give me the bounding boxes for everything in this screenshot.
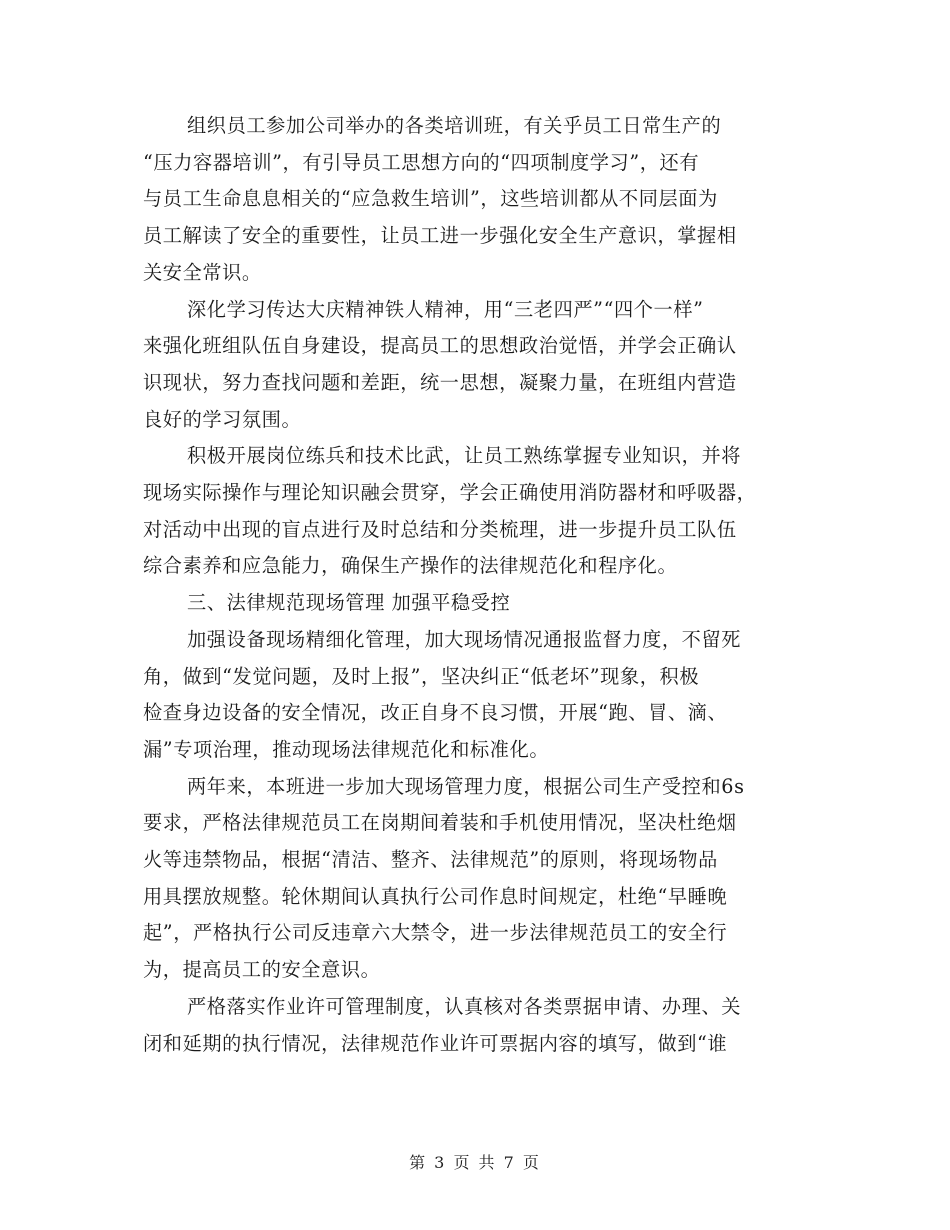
text-line: 用具摆放规整。轮休期间认真执行公司作息时间规定，杜绝“早睡晚 bbox=[143, 884, 728, 908]
text-line: 为，提高员工的安全意识。 bbox=[143, 958, 381, 982]
text-line: 识现状，努力查找问题和差距，统一思想，凝聚力量，在班组内营造 bbox=[143, 370, 737, 394]
text-line: “压力容器培训”，有引导员工思想方向的“四项制度学习”，还有 bbox=[143, 150, 700, 174]
text-line: 良好的学习氛围。 bbox=[143, 407, 302, 431]
paragraph-training bbox=[143, 108, 807, 292]
paragraph-spirit-study bbox=[143, 292, 807, 439]
text-line: 闭和延期的执行情况，法律规范作业许可票据内容的填写，做到“谁 bbox=[143, 1031, 728, 1055]
page-number-footer: 第 3 页 共 7 页 bbox=[409, 1153, 541, 1172]
text-line: 深化学习传达大庆精神铁人精神，用“三老四严”“四个一样” bbox=[187, 297, 704, 321]
text-line: 漏”专项治理，推动现场法律规范化和标准化。 bbox=[143, 737, 550, 761]
text-line: 要求，严格法律规范员工在岗期间着装和手机使用情况，坚决杜绝烟 bbox=[143, 811, 737, 835]
paragraph-work-permit bbox=[143, 989, 807, 1062]
text-line: 员工解读了安全的重要性，让员工进一步强化安全生产意识，掌握相 bbox=[143, 224, 737, 248]
text-line: 两年来，本班进一步加大现场管理力度，根据公司生产受控和6s bbox=[187, 774, 745, 798]
paragraph-site-management bbox=[143, 769, 807, 989]
paragraph-skill-competition bbox=[143, 438, 807, 585]
text-line: 火等违禁物品，根据“清洁、整齐、法律规范”的原则，将现场物品 bbox=[143, 848, 718, 872]
paragraph-equipment-management bbox=[143, 622, 807, 769]
text-line: 关安全常识。 bbox=[143, 260, 262, 284]
text-line: 起”，严格执行公司反违章六大禁令，进一步法律规范员工的安全行 bbox=[143, 921, 728, 945]
text-line: 加强设备现场精细化管理，加大现场情况通报监督力度，不留死 bbox=[187, 627, 742, 651]
text-line: 组织员工参加公司举办的各类培训班，有关乎员工日常生产的 bbox=[187, 114, 722, 137]
text-line: 角，做到“发觉问题，及时上报”，坚决纠正“低老坏”现象，积极 bbox=[143, 664, 700, 688]
heading-line: 三、法律规范现场管理 加强平稳受控 bbox=[187, 591, 511, 615]
text-line: 严格落实作业许可管理制度，认真核对各类票据申请、办理、关 bbox=[187, 994, 742, 1018]
text-line: 来强化班组队伍自身建设，提高员工的思想政治觉悟，并学会正确认 bbox=[143, 334, 737, 358]
text-line: 综合素养和应急能力，确保生产操作的法律规范化和程序化。 bbox=[143, 554, 678, 578]
text-line: 与员工生命息息相关的“应急救生培训”，这些培训都从不同层面为 bbox=[143, 187, 718, 211]
section-heading bbox=[143, 585, 807, 622]
text-line: 现场实际操作与理论知识融会贯穿，学会正确使用消防器材和呼吸器， bbox=[143, 481, 757, 505]
document-body bbox=[143, 108, 807, 1062]
text-line: 对活动中出现的盲点进行及时总结和分类梳理，进一步提升员工队伍 bbox=[143, 517, 737, 541]
text-line: 检查身边设备的安全情况，改正自身不良习惯，开展“跑、冒、滴、 bbox=[143, 701, 728, 725]
text-line: 积极开展岗位练兵和技术比武，让员工熟练掌握专业知识，并将 bbox=[187, 444, 742, 468]
